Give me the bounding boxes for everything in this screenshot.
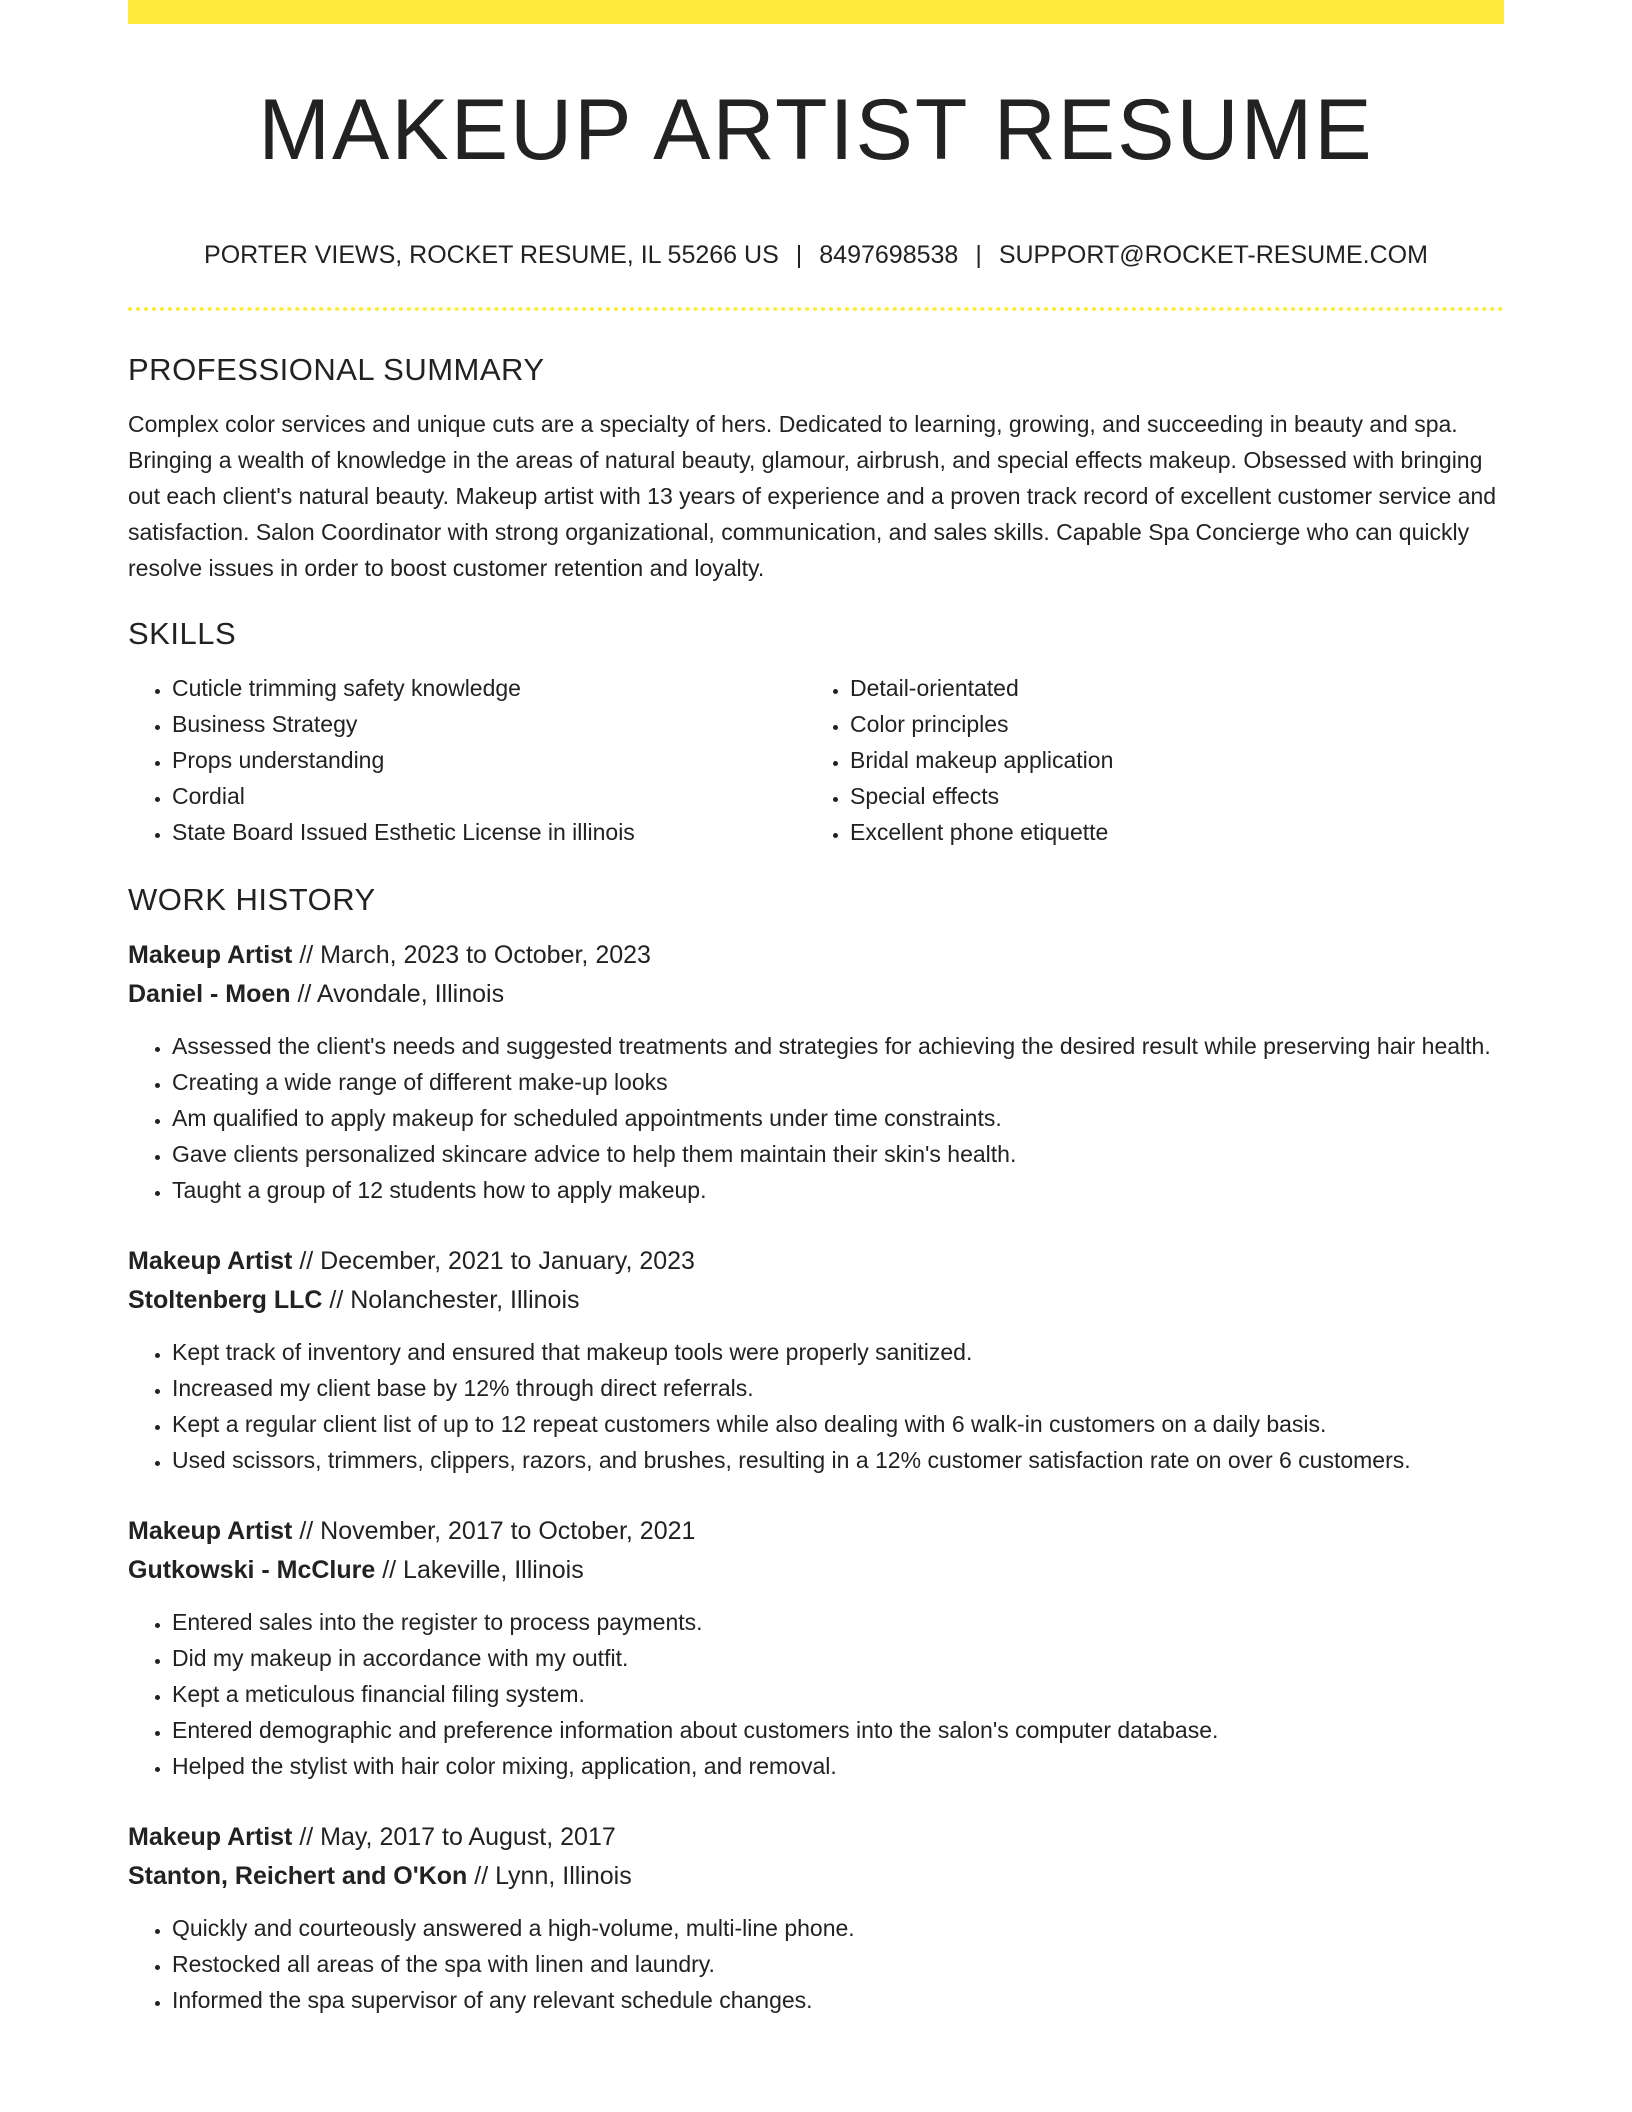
skills-heading: SKILLS	[128, 616, 237, 651]
job-title: Makeup Artist	[128, 1247, 293, 1275]
job-bullet: • Restocked all areas of the spa with linen and laundry.	[172, 1946, 1504, 1982]
job-company: Stanton, Reichert and O'Kon	[128, 1862, 468, 1890]
job-title-line	[128, 936, 1504, 975]
job-bullets	[128, 1334, 1504, 1478]
skill-item: • Excellent phone etiquette	[850, 814, 1484, 850]
summary-heading: PROFESSIONAL SUMMARY	[128, 352, 545, 387]
skills-right-column	[806, 670, 1484, 850]
job-entry	[128, 1512, 1504, 1784]
job-bullet: • Entered sales into the register to process payments.	[172, 1604, 1504, 1640]
job-location: // Lakeville, Illinois	[375, 1556, 584, 1584]
contact-email: SUPPORT@ROCKET-RESUME.COM	[998, 241, 1428, 269]
summary-text: Complex color services and unique cuts are a specialty of hers. Dedicated to learning, growing, and succeeding in beauty and spa. Bringing a wealth of knowledge in the areas of natural beauty, glamour, airbrush, and special effects makeup. Obsessed with bringing out each client's natural beauty. Makeup artist with 13 years of experience and a proven track record of excellent customer service and satisfaction. Salon Coordinator with strong organizational, communication, and sales skills. Capable Spa Concierge who can quickly resolve issues in order to boost customer retention and loyalty.	[128, 411, 1497, 581]
accent-top-bar	[128, 0, 1504, 24]
skill-item: • Detail-orientated	[850, 670, 1484, 706]
job-title-line	[128, 1512, 1504, 1551]
job-bullet: • Helped the stylist with hair color mixing, application, and removal.	[172, 1748, 1504, 1784]
job-bullet: • Creating a wide range of different make-up looks	[172, 1064, 1504, 1100]
skill-item: • State Board Issued Esthetic License in illinois	[172, 814, 806, 850]
job-bullet: • Am qualified to apply makeup for scheduled appointments under time constraints.	[172, 1100, 1504, 1136]
skill-item: • Color principles	[850, 706, 1484, 742]
skill-item: • Bridal makeup application	[850, 742, 1484, 778]
job-bullet: • Kept a meticulous financial filing system.	[172, 1676, 1504, 1712]
contact-phone: 8497698538	[819, 241, 959, 269]
job-bullet: • Quickly and courteously answered a high-volume, multi-line phone.	[172, 1910, 1504, 1946]
job-title-line	[128, 1818, 1504, 1857]
job-bullet: • Did my makeup in accordance with my outfit.	[172, 1640, 1504, 1676]
job-location: // Avondale, Illinois	[290, 980, 505, 1008]
job-bullet: • Kept track of inventory and ensured that makeup tools were properly sanitized.	[172, 1334, 1504, 1370]
skill-item: • Special effects	[850, 778, 1484, 814]
dotted-divider	[128, 307, 1504, 311]
job-company: Daniel - Moen	[128, 980, 291, 1008]
job-company-line	[128, 1551, 1504, 1590]
job-title-line	[128, 1242, 1504, 1281]
job-dates: // December, 2021 to January, 2023	[292, 1247, 695, 1275]
skills-list	[128, 670, 1504, 850]
work-history-heading: WORK HISTORY	[128, 882, 376, 917]
skill-item: • Cuticle trimming safety knowledge	[172, 670, 806, 706]
contact-line	[128, 238, 1504, 272]
job-location: // Lynn, Illinois	[467, 1862, 632, 1890]
job-bullets	[128, 1910, 1504, 2018]
job-location: // Nolanchester, Illinois	[322, 1286, 580, 1314]
job-bullet: • Assessed the client's needs and suggested treatments and strategies for achieving the desired result while preserving hair health.	[172, 1028, 1504, 1064]
skill-item: • Business Strategy	[172, 706, 806, 742]
job-company-line	[128, 1281, 1504, 1320]
job-company: Gutkowski - McClure	[128, 1556, 376, 1584]
job-bullet: • Used scissors, trimmers, clippers, razors, and brushes, resulting in a 12% customer satisfaction rate on over 6 customers.	[172, 1442, 1504, 1478]
job-dates: // November, 2017 to October, 2021	[292, 1517, 696, 1545]
job-bullet: • Informed the spa supervisor of any relevant schedule changes.	[172, 1982, 1504, 2018]
job-title: Makeup Artist	[128, 1823, 293, 1851]
job-title: Makeup Artist	[128, 1517, 293, 1545]
job-bullet: • Increased my client base by 12% through direct referrals.	[172, 1370, 1504, 1406]
skills-left-column	[128, 670, 806, 850]
job-dates: // May, 2017 to August, 2017	[292, 1823, 616, 1851]
job-bullets	[128, 1028, 1504, 1208]
job-bullet: • Kept a regular client list of up to 12 repeat customers while also dealing with 6 walk-in customers on a daily basis.	[172, 1406, 1504, 1442]
job-entry	[128, 1242, 1504, 1478]
contact-address: PORTER VIEWS, ROCKET RESUME, IL 55266 US	[204, 241, 779, 269]
skill-item: • Props understanding	[172, 742, 806, 778]
job-bullets	[128, 1604, 1504, 1784]
job-bullet: • Entered demographic and preference information about customers into the salon's computer database.	[172, 1712, 1504, 1748]
job-bullet: • Gave clients personalized skincare advice to help them maintain their skin's health.	[172, 1136, 1504, 1172]
job-company: Stoltenberg LLC	[128, 1286, 323, 1314]
resume-title: MAKEUP ARTIST RESUME	[258, 82, 1374, 178]
job-title: Makeup Artist	[128, 941, 293, 969]
job-company-line	[128, 975, 1504, 1014]
job-entry	[128, 1818, 1504, 2018]
job-entry	[128, 936, 1504, 1208]
job-bullet: • Taught a group of 12 students how to apply makeup.	[172, 1172, 1504, 1208]
job-company-line	[128, 1857, 1504, 1896]
job-dates: // March, 2023 to October, 2023	[292, 941, 651, 969]
contact-separator: |	[975, 241, 982, 269]
resume-content	[128, 350, 1504, 2052]
contact-separator: |	[795, 241, 803, 269]
skill-item: • Cordial	[172, 778, 806, 814]
